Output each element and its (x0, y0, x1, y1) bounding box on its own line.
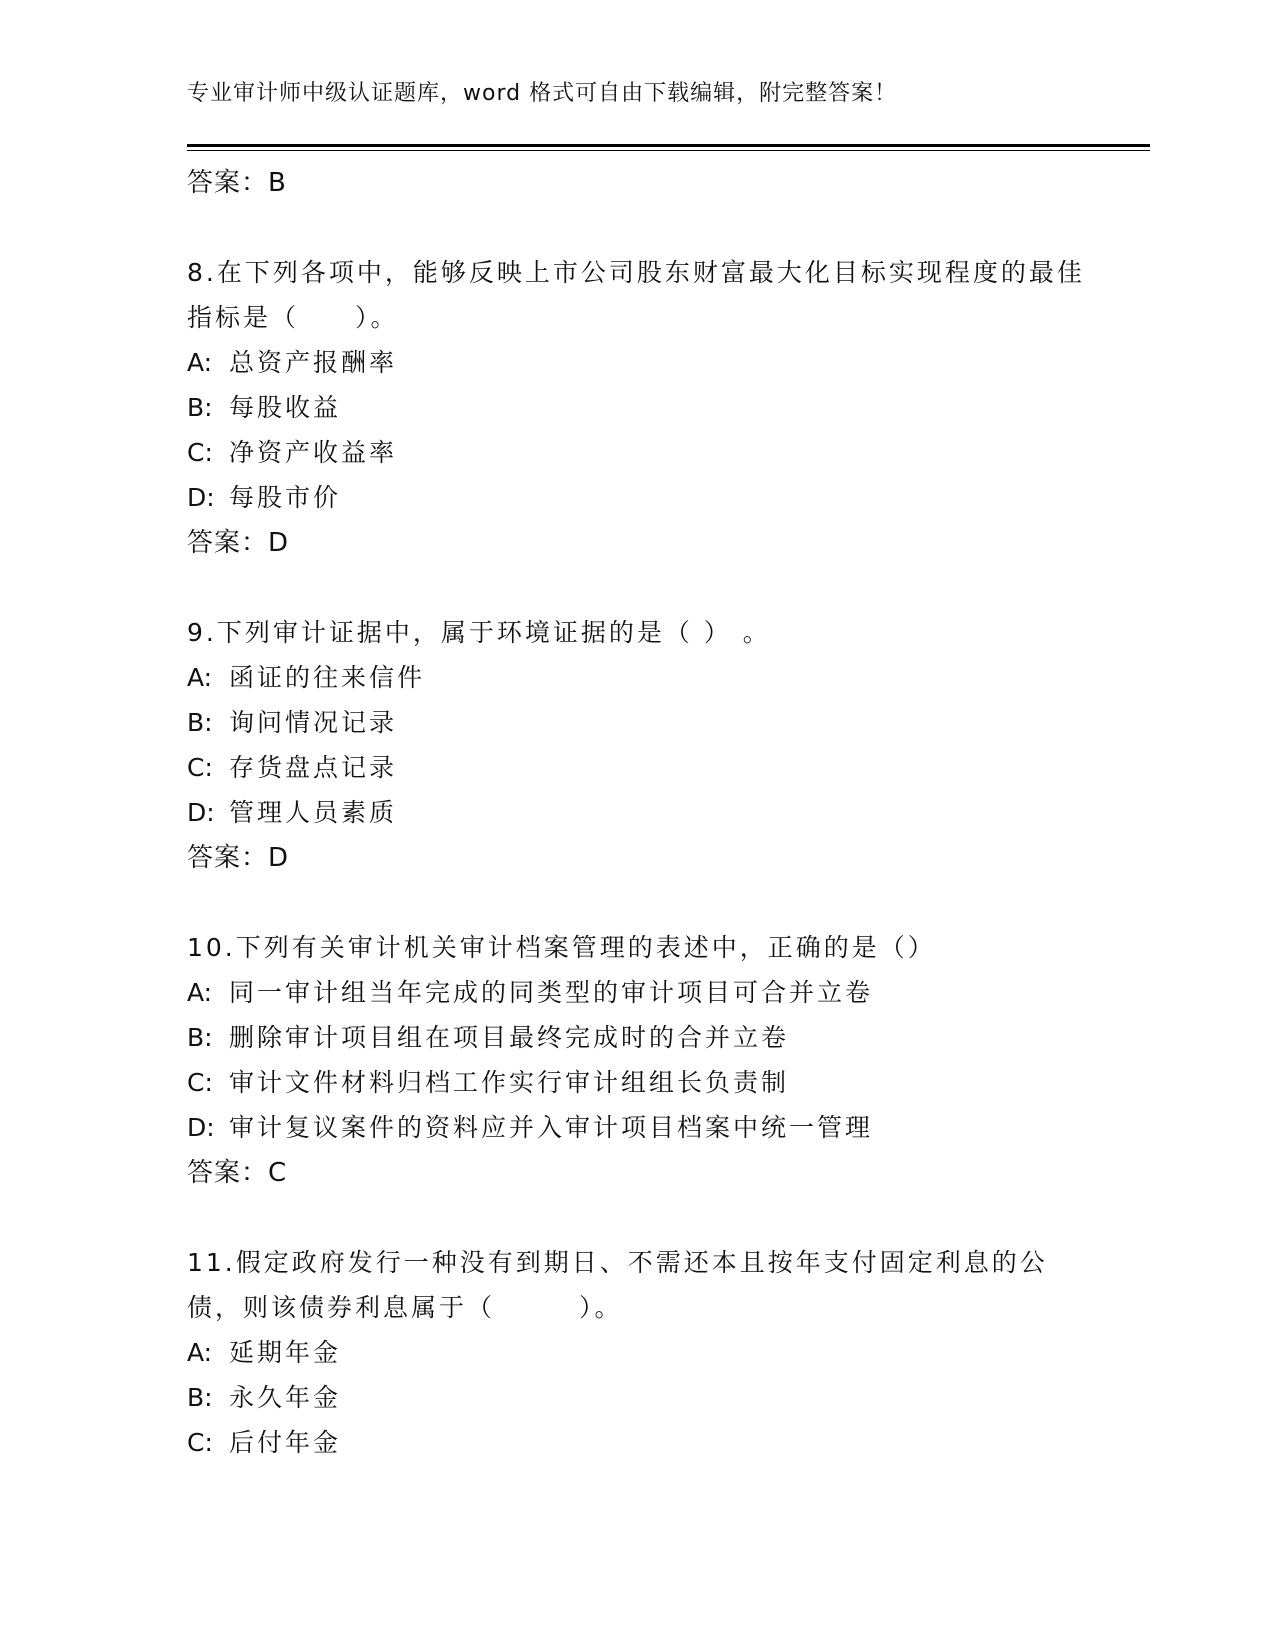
option-text: 审计复议案件的资料应并入审计项目档案中统一管理 (229, 1113, 874, 1142)
option-key: C: (187, 1068, 213, 1097)
option-text: 总资产报酬率 (229, 348, 398, 377)
option-key: A: (187, 348, 213, 377)
option-text: 存货盘点记录 (229, 753, 398, 782)
option-text: 永久年金 (229, 1383, 342, 1412)
header-rule-thin (187, 150, 1150, 151)
option-c (187, 1420, 1087, 1465)
option-text: 询问情况记录 (229, 708, 398, 737)
option-text: 审计文件材料归档工作实行审计组组长负责制 (229, 1068, 790, 1097)
option-key: B: (187, 708, 213, 737)
option-d (187, 475, 1087, 520)
option-b (187, 700, 1087, 745)
option-key: A: (187, 1338, 213, 1367)
option-a (187, 970, 1087, 1015)
option-key: C: (187, 438, 213, 467)
option-key: B: (187, 393, 213, 422)
option-key: C: (187, 753, 213, 782)
question-9 (187, 610, 1087, 881)
question-text: 9.下列审计证据中，属于环境证据的是（ ） 。 (187, 618, 771, 647)
option-b (187, 1015, 1087, 1060)
option-key: D: (187, 1113, 215, 1142)
option-key: B: (187, 1383, 213, 1412)
page-header: 专业审计师中级认证题库，word 格式可自由下载编辑，附完整答案！ (187, 81, 898, 106)
answer-line: 答案：D (187, 843, 290, 873)
option-c (187, 430, 1087, 475)
option-key: C: (187, 1428, 213, 1457)
option-text: 净资产收益率 (229, 438, 398, 467)
option-c (187, 1060, 1087, 1105)
option-a (187, 340, 1087, 385)
option-text: 每股收益 (229, 393, 342, 422)
option-text: 每股市价 (229, 483, 342, 512)
option-key: A: (187, 978, 213, 1007)
option-d (187, 790, 1087, 835)
option-b (187, 1375, 1087, 1420)
option-text: 后付年金 (229, 1428, 342, 1457)
header-rule-thick (187, 144, 1150, 147)
option-key: D: (187, 483, 215, 512)
answer-line: 答案：C (187, 1158, 288, 1188)
option-text: 同一审计组当年完成的同类型的审计项目可合并立卷 (229, 978, 874, 1007)
question-8 (187, 250, 1087, 566)
question-text: 8.在下列各项中，能够反映上市公司股东财富最大化目标实现程度的最佳指标是（ ）。 (187, 258, 1085, 332)
answer-line: 答案：B (187, 168, 287, 198)
option-key: A: (187, 663, 213, 692)
option-a (187, 655, 1087, 700)
question-11 (187, 1240, 1087, 1465)
option-text: 管理人员素质 (229, 798, 398, 827)
option-key: D: (187, 798, 215, 827)
answer-line: 答案：D (187, 528, 290, 558)
option-text: 延期年金 (229, 1338, 342, 1367)
question-10 (187, 925, 1087, 1196)
question-text: 10.下列有关审计机关审计档案管理的表述中，正确的是（） (187, 933, 936, 962)
question-list (187, 160, 1087, 1465)
option-text: 删除审计项目组在项目最终完成时的合并立卷 (229, 1023, 790, 1052)
option-key: B: (187, 1023, 213, 1052)
question-text: 11.假定政府发行一种没有到期日、不需还本且按年支付固定利息的公债，则该债券利息属于（ ）。 (187, 1248, 1048, 1322)
option-a (187, 1330, 1087, 1375)
option-d (187, 1105, 1087, 1150)
option-b (187, 385, 1087, 430)
option-c (187, 745, 1087, 790)
option-text: 函证的往来信件 (229, 663, 426, 692)
